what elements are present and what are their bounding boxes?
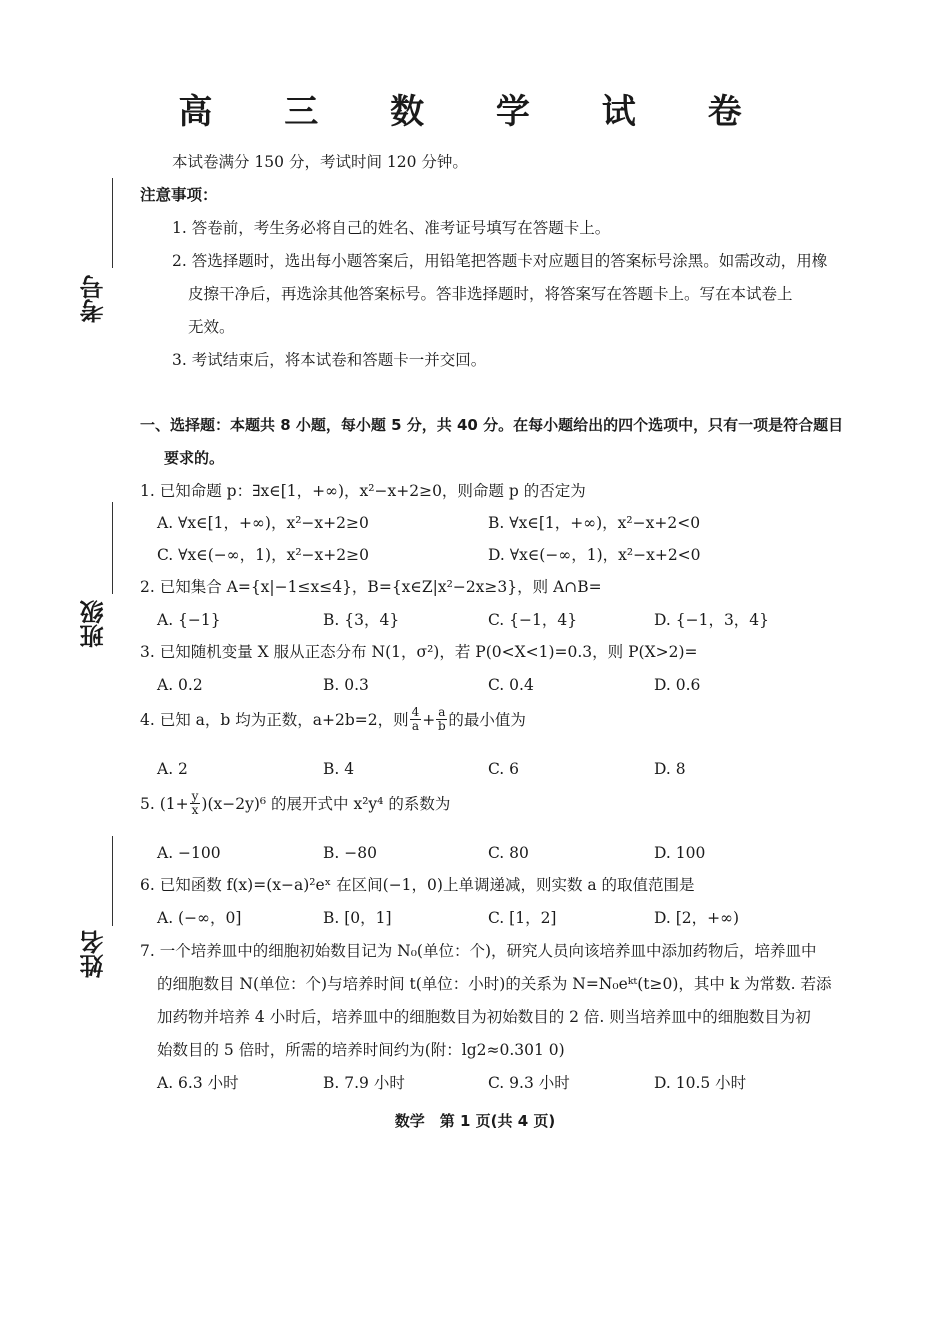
q5-frac-den: x [191, 803, 199, 817]
notes-heading: 注意事项： [140, 186, 218, 204]
name-label: 姓名 [80, 930, 108, 978]
q4-option-d: D. 8 [654, 760, 686, 778]
q3-option-b: B. 0.3 [323, 676, 369, 694]
q6-option-d: D. [2，+∞) [654, 909, 740, 927]
q4-option-b: B. 4 [323, 760, 355, 778]
exam-intro: 本试卷满分 150 分，考试时间 120 分钟。 [172, 153, 468, 171]
question-5-stem [140, 790, 450, 817]
q1-option-b: B. ∀x∈[1，+∞)，x²−x+2<0 [488, 514, 701, 532]
class-label: 班级 [80, 600, 108, 648]
class-line [112, 502, 113, 594]
q4-plus: + [422, 710, 436, 729]
q5-option-d: D. 100 [654, 844, 706, 862]
q5-option-b: B. −80 [323, 844, 377, 862]
q2-option-b: B. {3，4} [323, 611, 400, 629]
q2-option-a: A. {−1} [157, 611, 221, 629]
question-7-line-4: 始数目的 5 倍时，所需的培养时间约为(附：lg2≈0.301 0) [157, 1041, 565, 1059]
q7-option-a: A. 6.3 小时 [157, 1074, 239, 1092]
exam-no-label: 考号 [80, 275, 108, 323]
q5-fraction [190, 790, 201, 817]
q4-frac1-den: a [411, 719, 419, 733]
q3-option-c: C. 0.4 [488, 676, 534, 694]
page-title: 高 三 数 学 试 卷 [178, 92, 772, 132]
q4-frac2-den: b [437, 719, 446, 733]
q7-option-c: C. 9.3 小时 [488, 1074, 570, 1092]
section-header-cont: 要求的。 [164, 449, 225, 467]
q6-option-c: C. [1，2] [488, 909, 557, 927]
question-3-stem: 3. 已知随机变量 X 服从正态分布 N(1，σ²)，若 P(0<X<1)=0.3，则 P(X>2)= [140, 643, 698, 661]
page-footer: 数学 第 1 页(共 4 页) [394, 1112, 556, 1130]
q6-option-a: A. (−∞，0] [157, 909, 242, 927]
q7-option-d: D. 10.5 小时 [654, 1074, 747, 1092]
q5-stem-post: )(x−2y)⁶ 的展开式中 x²y⁴ 的系数为 [201, 794, 451, 813]
question-1-stem: 1. 已知命题 p：∃x∈[1，+∞)，x²−x+2≥0，则命题 p 的否定为 [140, 482, 586, 500]
q4-stem-post: 的最小值为 [448, 710, 526, 729]
q7-option-b: B. 7.9 小时 [323, 1074, 405, 1092]
q3-option-d: D. 0.6 [654, 676, 701, 694]
q3-option-a: A. 0.2 [157, 676, 203, 694]
exam-no-line [112, 178, 113, 268]
q4-frac2-num: a [438, 705, 446, 719]
q4-frac1-num: 4 [411, 705, 420, 719]
q4-option-a: A. 2 [157, 760, 188, 778]
q6-option-b: B. [0，1] [323, 909, 392, 927]
note-1: 1. 答卷前，考生务必将自己的姓名、准考证号填写在答题卡上。 [172, 219, 611, 237]
note-2-cont: 皮擦干净后，再选涂其他答案标号。答非选择题时，将答案写在答题卡上。写在本试卷上 [188, 285, 793, 303]
question-7-line-2: 的细胞数目 N(单位：个)与培养时间 t(单位：小时)的关系为 N=N₀eᵏᵗ(t≥0)，其中 k 为常数. 若添 [157, 975, 832, 993]
q4-stem-pre: 4. 已知 a，b 均为正数，a+2b=2，则 [140, 710, 409, 729]
q1-option-d: D. ∀x∈(−∞，1)，x²−x+2<0 [488, 546, 701, 564]
note-3: 3. 考试结束后，将本试卷和答题卡一并交回。 [172, 351, 487, 369]
q5-option-c: C. 80 [488, 844, 529, 862]
q5-stem-pre: 5. (1+ [140, 794, 189, 813]
question-6-stem: 6. 已知函数 f(x)=(x−a)²eˣ 在区间(−1，0)上单调递减，则实数 a 的取值范围是 [140, 876, 695, 894]
q2-option-c: C. {−1，4} [488, 611, 578, 629]
q4-fraction-2 [436, 706, 447, 733]
question-7-stem: 7. 一个培养皿中的细胞初始数目记为 N₀(单位：个)，研究人员向该培养皿中添加药物后，培养皿中 [140, 942, 817, 960]
question-4-stem [140, 706, 526, 733]
q4-option-c: C. 6 [488, 760, 520, 778]
q5-option-a: A. −100 [157, 844, 221, 862]
q5-frac-num: y [191, 789, 199, 803]
q1-option-a: A. ∀x∈[1，+∞)，x²−x+2≥0 [157, 514, 369, 532]
question-2-stem: 2. 已知集合 A={x|−1≤x≤4}，B={x∈Z|x²−2x≥3}，则 A∩B= [140, 578, 602, 596]
question-7-line-3: 加药物并培养 4 小时后，培养皿中的细胞数目为初始数目的 2 倍. 则当培养皿中的细胞数目为初 [157, 1008, 811, 1026]
note-2-end: 无效。 [188, 318, 235, 336]
q1-option-c: C. ∀x∈(−∞，1)，x²−x+2≥0 [157, 546, 369, 564]
section-header: 一、选择题：本题共 8 小题，每小题 5 分，共 40 分。在每小题给出的四个选项中，只有一项是符合题目 [140, 416, 844, 434]
note-2: 2. 答选择题时，选出每小题答案后，用铅笔把答题卡对应题目的答案标号涂黑。如需改动，用橡 [172, 252, 828, 270]
q4-fraction-1 [410, 706, 422, 733]
name-line [112, 836, 113, 926]
q2-option-d: D. {−1，3，4} [654, 611, 770, 629]
